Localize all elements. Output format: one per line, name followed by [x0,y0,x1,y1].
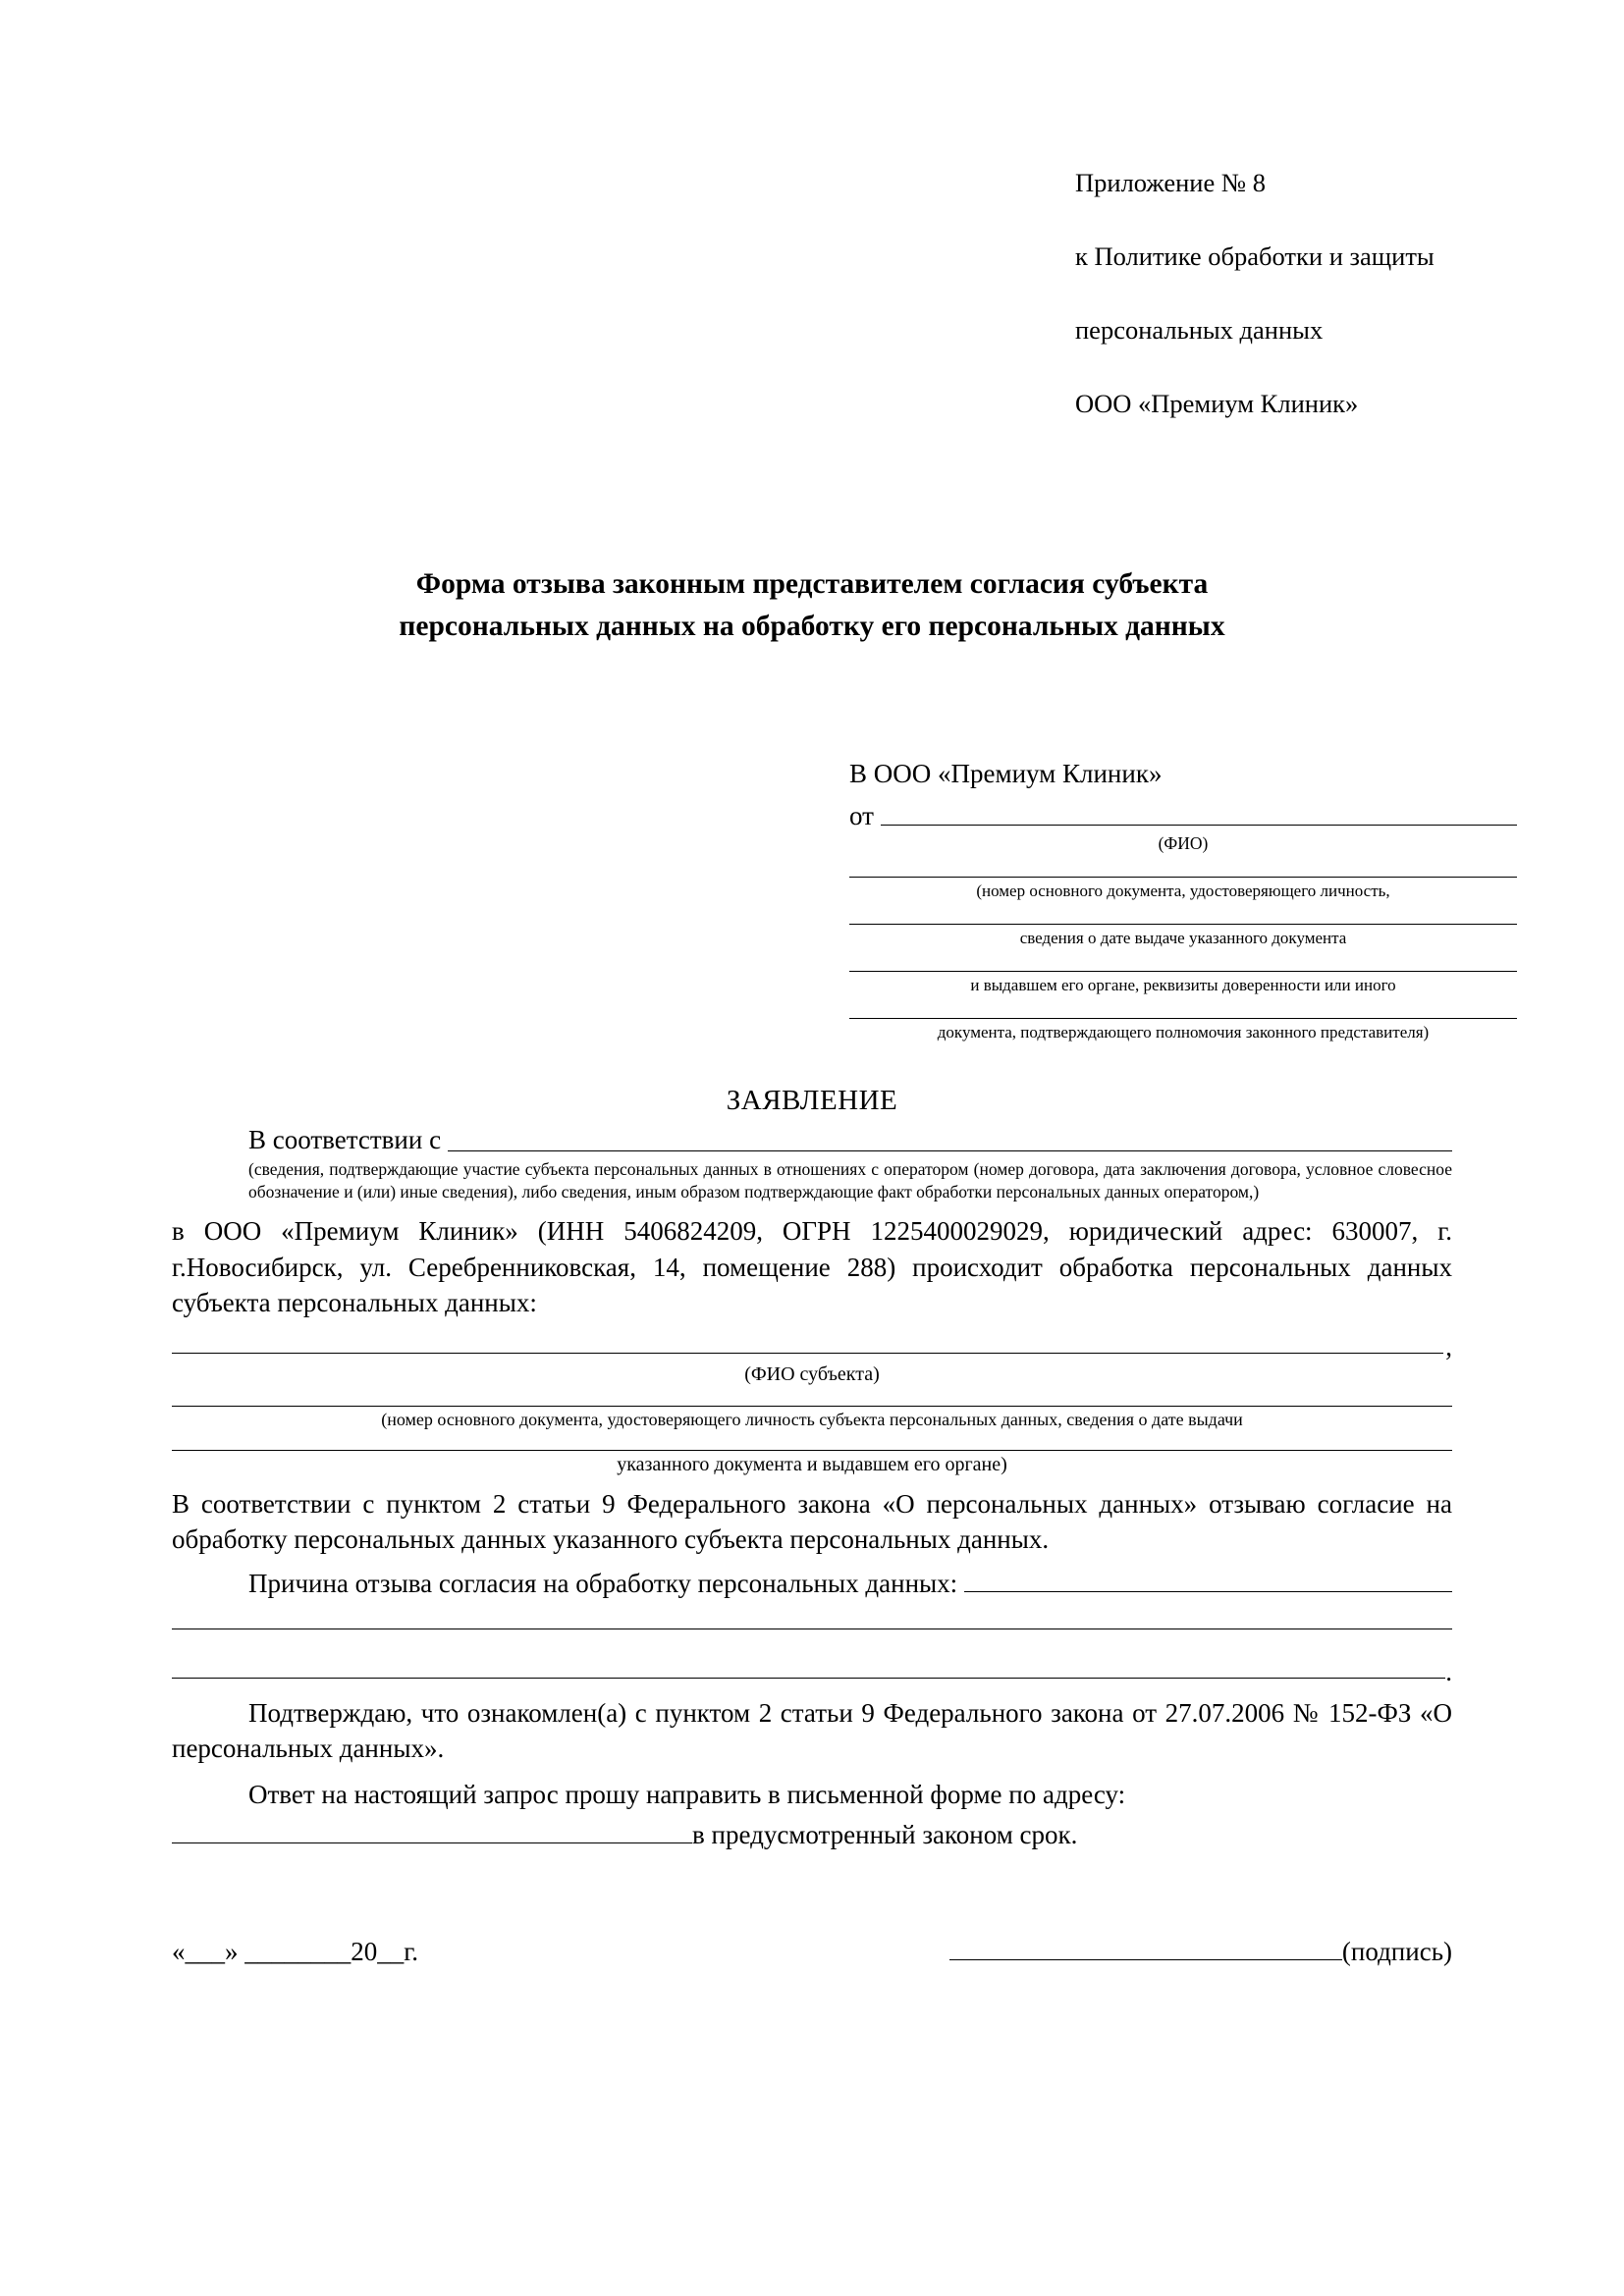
caption-subject-fio: (ФИО субъекта) [744,1362,880,1385]
caption-document-date: сведения о дате выдаче указанного документа [1019,929,1347,947]
reason-input-line-1[interactable] [964,1591,1452,1592]
statement-heading: ЗАЯВЛЕНИЕ [726,1085,898,1117]
document-number-line[interactable] [849,877,1517,878]
page-title-line-1: Форма отзыва законным представителем согласия субъекта [415,567,1209,600]
appendix-line-2: к Политике обработки и защиты [1075,240,1435,271]
caption-subject-organ: указанного документа и выдавшем его органе) [617,1453,1007,1475]
caption-document-organ: и выдавшем его органе, реквизиты доверенности или иного [970,976,1396,995]
intro-input-line[interactable] [448,1150,1452,1151]
document-date-line[interactable] [849,924,1517,925]
caption-document-number: (номер основного документа, удостоверяющего личность, [976,881,1390,900]
answer-address-line[interactable] [172,1842,692,1843]
answer-address-tail: в предусмотренный законом срок. [692,1819,1078,1849]
appendix-line-3: персональных данных [1075,315,1324,346]
addressee-block [849,757,1517,1043]
caption-fio: (ФИО) [1158,833,1209,854]
intro-label: В соответствии с [248,1125,448,1155]
caption-document-power: документа, подтверждающего полномочия законного представителя) [937,1023,1430,1042]
answer-address-row [172,1820,1452,1850]
intro-row [172,1123,1452,1158]
subject-fio-line[interactable] [172,1353,1443,1354]
operator-paragraph: в ООО «Премиум Клиник» (ИНН 5406824209, ОГРН 1225400029029, юридический адрес: 630007, г. г.Новосибирск, ул. Серебренниковская, 14, помещение 288) происходит обработка персональных данных субъекта персональных данных: [172,1216,1452,1317]
addressee-from-label: от [849,801,881,831]
reason-end-dot: . [1445,1657,1452,1687]
page-title [172,563,1452,649]
reason-input-line-3[interactable] [172,1678,1445,1679]
confirm-paragraph: Подтверждаю, что ознакомлен(а) с пунктом 2 статьи 9 Федерального закона от 27.07.2006 № 152-ФЗ «О персональных данных». [172,1698,1452,1764]
reason-row-3 [172,1659,1452,1685]
signature-row [172,1937,1452,1967]
subject-organ-line[interactable] [172,1450,1452,1451]
subject-document-line[interactable] [172,1406,1452,1407]
document-power-line[interactable] [849,1018,1517,1019]
signature-date[interactable]: «___» ________20__г. [172,1936,419,1966]
fine-note: (сведения, подтверждающие участие субъекта персональных данных в отношениях с оператором (номер договора, дата заключения договора, условное словесное обозначение и (или) иные сведения), либо сведения, иным образом подтверждающие факт обработки персональных данных оператором,) [248,1158,1452,1202]
addressee-org: В ООО «Премиум Клиник» [849,758,1163,788]
reason-label: Причина отзыва согласия на обработку персональных данных: [248,1569,964,1599]
revoke-paragraph: В соответствии с пунктом 2 статьи 9 Федерального закона «О персональных данных» отзываю согласие на обработку персональных данных указанного субъекта персональных данных. [172,1488,1452,1555]
fio-input-line[interactable] [881,825,1517,826]
caption-subject-document: (номер основного документа, удостоверяющего личность субъекта персональных данных, сведения о дате выдачи [381,1409,1243,1429]
appendix-line-1: Приложение № 8 [1075,167,1267,197]
subject-fio-comma: , [1445,1331,1452,1362]
signature-line[interactable] [949,1959,1342,1960]
document-organ-line[interactable] [849,971,1517,972]
appendix-line-4: ООО «Премиум Клиник» [1075,389,1359,419]
answer-paragraph: Ответ на настоящий запрос прошу направить в письменной форме по адресу: [248,1779,1126,1809]
reason-row [172,1569,1452,1599]
subject-fio-row [172,1331,1452,1362]
appendix-header [1075,128,1452,460]
addressee-from-row [849,801,1517,831]
page-title-line-2: персональных данных на обработку его персональных данных [399,611,1225,643]
signature-label: (подпись) [1341,1936,1452,1966]
